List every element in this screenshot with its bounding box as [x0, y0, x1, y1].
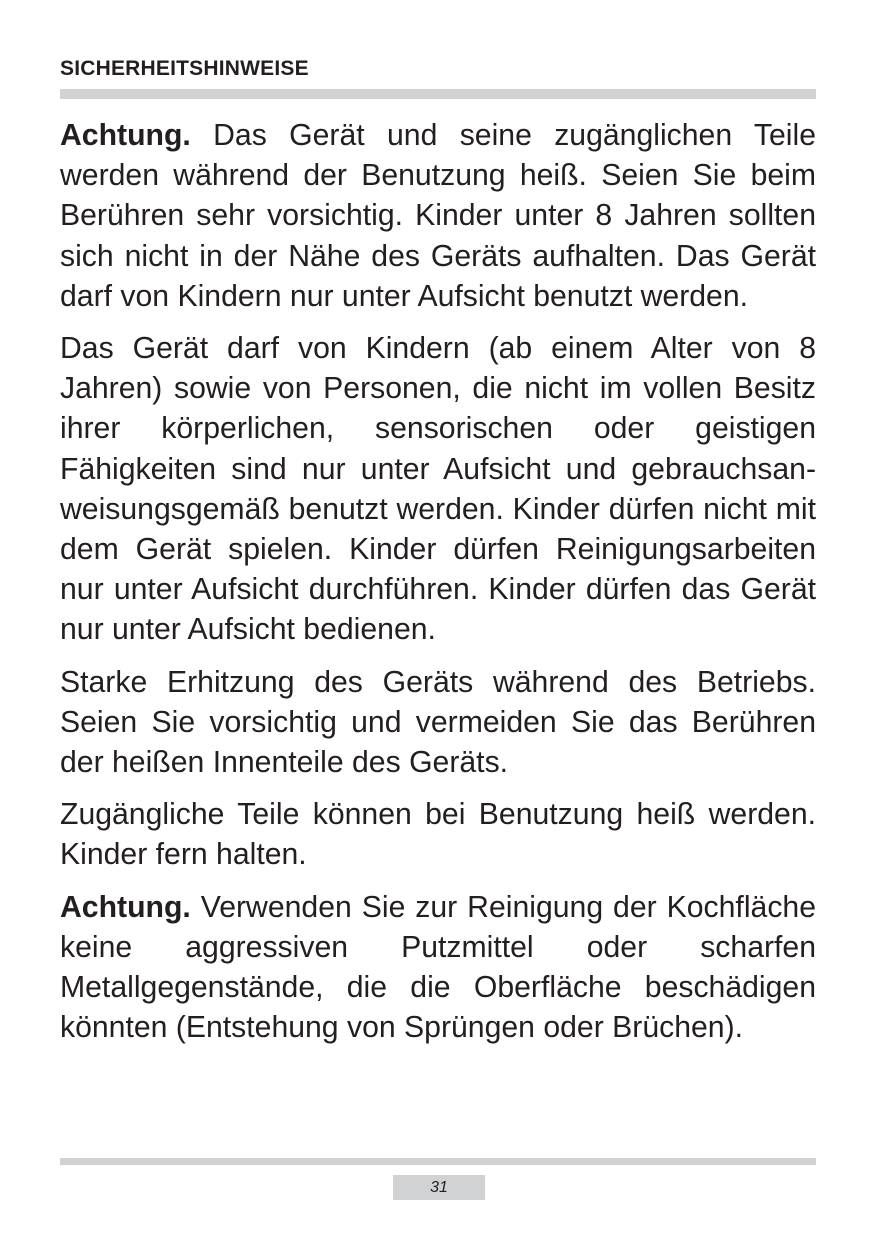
paragraph-warning-hot-parts	[60, 116, 816, 317]
paragraph-warning-cleaning	[60, 888, 816, 1049]
page-header-title: SICHERHEITSHINWEISE	[60, 57, 309, 80]
paragraph-text: Zugängliche Teile können bei Benutzung heiß werden. Kinder fern halten.	[60, 798, 816, 872]
page-number: 31	[430, 1179, 448, 1196]
paragraph-accessible-parts	[60, 795, 816, 875]
paragraph-text: Verwenden Sie zur Reinigung der Kochfläche keine aggressiven Putzmittel oder scharfen Metallgegenstände, die die Oberfläche beschädigen könnten (Entstehung von Sprüngen oder Brüchen).	[60, 890, 816, 1045]
page-number-box	[393, 1175, 485, 1200]
warning-label: Achtung.	[60, 119, 191, 152]
document-body	[60, 116, 816, 1060]
paragraph-text: Das Gerät und seine zugänglichen Teile werden während der Benutzung heiß. Seien Sie beim Berühren sehr vorsichtig. Kinder unter 8 Jahren sollten sich nicht in der Nähe des Geräts aufhalten. Das Gerät darf von Kindern nur unter Aufsicht benutzt werden.	[60, 119, 816, 313]
paragraph-text: Starke Erhitzung des Geräts während des Betriebs. Seien Sie vorsichtig und vermeiden Sie das Berühren der heißen Innenteile des Geräts.	[60, 665, 816, 780]
paragraph-children-supervision	[60, 329, 816, 651]
header-divider	[60, 89, 816, 99]
paragraph-text: Das Gerät darf von Kindern (ab einem Alter von 8 Jahren) sowie von Personen, die nicht im vollen Besitz ihrer körperlichen, sensorischen oder geistigen Fähigkeiten sind nur unter Aufsicht und gebrauchsanweisungsgemäß benutzt werden. Kinder dürfen nicht mit dem Gerät spielen. Kinder dürfen Reinigungsarbeiten nur unter Aufsicht durchführen. Kinder dürfen das Gerät nur unter Aufsicht bedienen.	[60, 332, 816, 647]
footer-divider	[60, 1158, 816, 1165]
warning-label: Achtung.	[60, 890, 191, 924]
paragraph-heating	[60, 663, 816, 784]
